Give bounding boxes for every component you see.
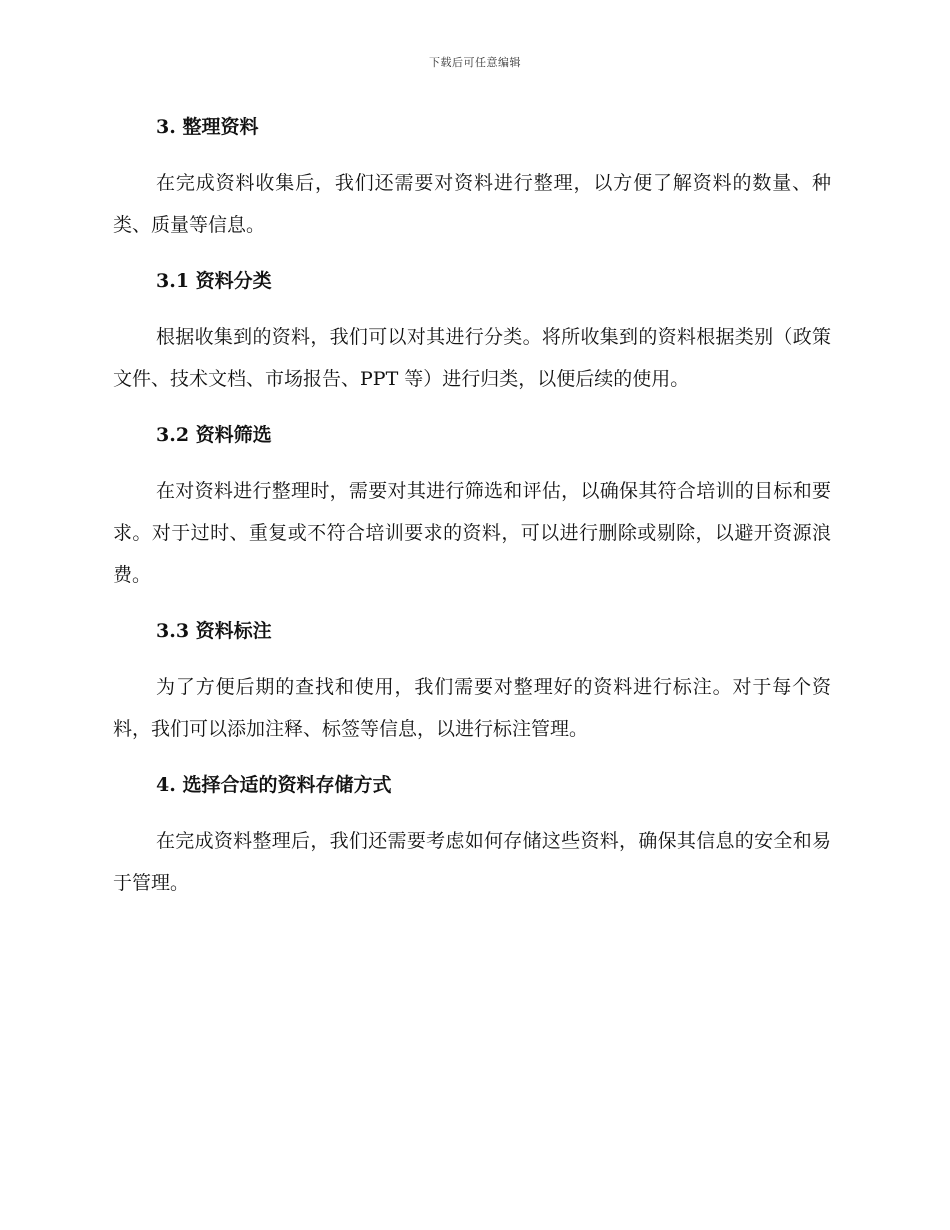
section-heading: 3.1 资料分类 [156, 270, 272, 292]
section-paragraph: 为了方便后期的查找和使用，我们需要对整理好的资料进行标注。对于每个资料，我们可以添加注释、标签等信息，以进行标注管理。 [113, 676, 831, 740]
section-annotate-materials [113, 614, 831, 750]
document-body [113, 110, 831, 922]
section-paragraph: 在对资料进行整理时，需要对其进行筛选和评估，以确保其符合培训的目标和要求。对于过时、重复或不符合培训要求的资料，可以进行删除或剔除，以避开资源浪费。 [113, 480, 831, 586]
section-heading: 3. 整理资料 [156, 116, 259, 138]
section-paragraph: 在完成资料收集后，我们还需要对资料进行整理，以方便了解资料的数量、种类、质量等信息。 [113, 172, 831, 236]
section-heading: 4. 选择合适的资料存储方式 [156, 774, 392, 796]
section-storage-method [113, 768, 831, 904]
section-paragraph: 根据收集到的资料，我们可以对其进行分类。将所收集到的资料根据类别（政策文件、技术文档、市场报告、PPT 等）进行归类，以便后续的使用。 [113, 326, 831, 390]
section-filter-materials [113, 418, 831, 596]
section-heading: 3.2 资料筛选 [156, 424, 272, 446]
section-organize-materials [113, 110, 831, 246]
section-heading: 3.3 资料标注 [156, 620, 272, 642]
page-header-note: 下载后可任意编辑 [429, 56, 521, 69]
section-classify-materials [113, 264, 831, 400]
section-paragraph: 在完成资料整理后，我们还需要考虑如何存储这些资料，确保其信息的安全和易于管理。 [113, 830, 831, 894]
